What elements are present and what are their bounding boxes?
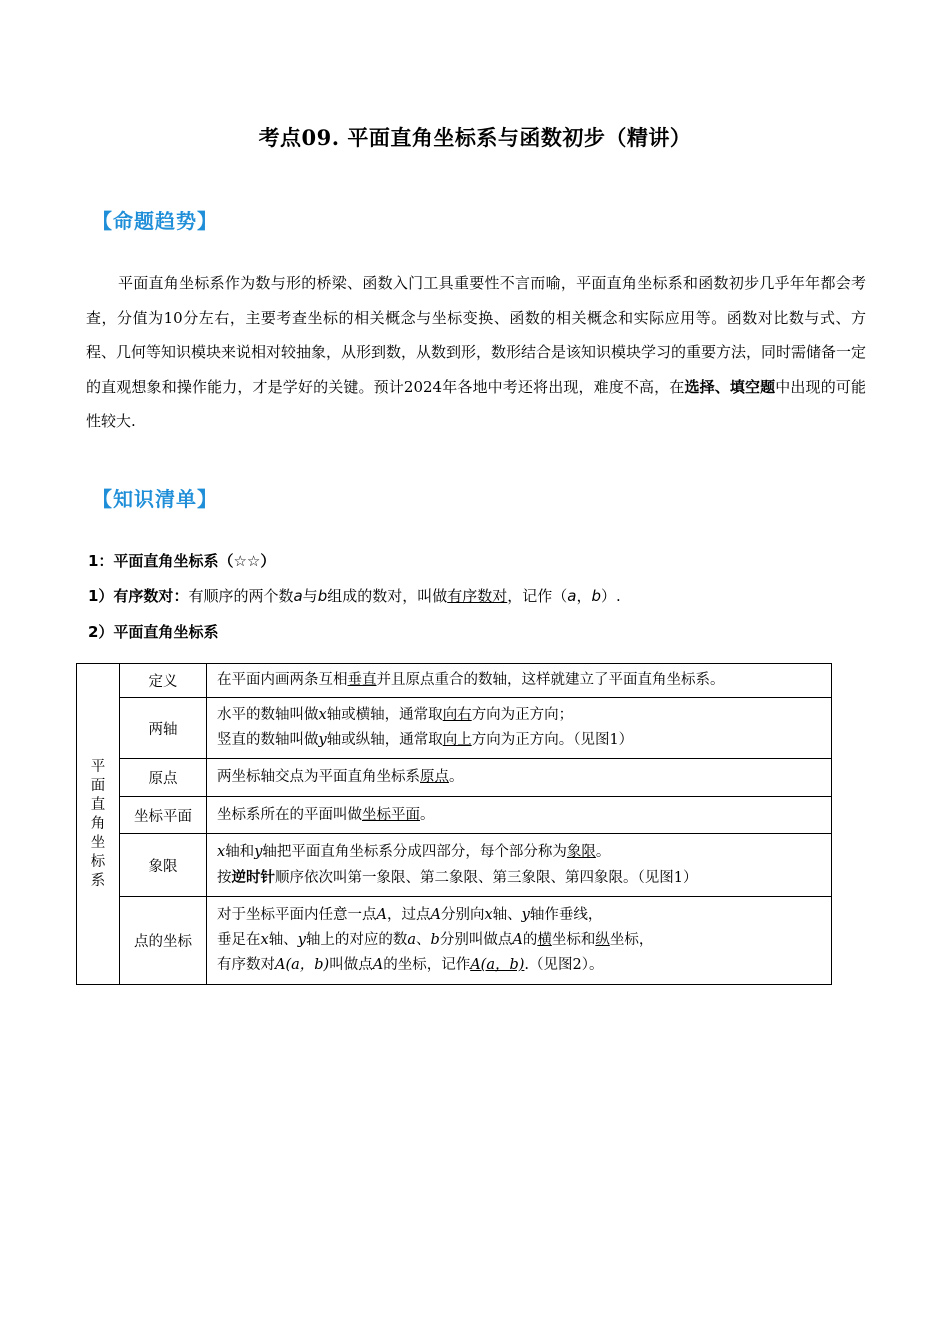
side-char: 标	[90, 853, 106, 870]
table-row	[77, 897, 832, 985]
row-value-definition	[207, 664, 832, 698]
underlined-term: 横	[537, 932, 552, 948]
row-key-quadrant: 象限	[120, 834, 207, 897]
var-x: x	[217, 843, 226, 860]
table-row	[77, 797, 832, 834]
text: 方向为正方向；	[471, 707, 574, 723]
underlined-term: 向右	[442, 707, 472, 723]
var-a: a	[407, 932, 417, 948]
text: 竖直的数轴叫做	[217, 732, 319, 748]
bold-term: 逆时针	[231, 868, 275, 886]
text: 的坐标，记作	[383, 957, 471, 973]
row-key-definition: 定义	[120, 664, 207, 698]
row-key-plane: 坐标平面	[120, 797, 207, 834]
text: 坐标，	[609, 932, 654, 948]
text: 组成的数对，叫做	[327, 587, 448, 605]
text: ，过点	[386, 907, 431, 923]
coordinate-notation: A(a，b)	[275, 957, 330, 973]
var-x: x	[484, 907, 493, 923]
text: 两坐标轴交点为平面直角坐标系	[217, 769, 420, 785]
var-y: y	[297, 932, 306, 948]
var-y: y	[318, 732, 327, 748]
text: 轴把平面直角坐标系分成四部分，每个部分称为	[262, 843, 567, 860]
text: 轴或横轴，通常取	[326, 707, 443, 723]
text: ，记作（	[507, 587, 568, 605]
text: ）.	[601, 587, 621, 605]
ordered-pair-term: 有序数对	[447, 587, 508, 605]
text: 、	[416, 932, 431, 948]
text: 轴和	[225, 843, 255, 860]
trend-text-2: 中出现的可能性较大.	[86, 377, 866, 430]
table-row	[77, 698, 832, 759]
text: 有顺序的两个数	[188, 587, 294, 605]
var-A: A	[512, 932, 523, 948]
side-char: 直	[90, 796, 106, 813]
underlined-term: 象限	[566, 843, 596, 860]
var-b: b	[317, 587, 328, 605]
knowledge-item-1-text: 1：平面直角坐标系（☆☆）	[88, 552, 276, 570]
knowledge-table	[76, 663, 832, 985]
text: ，	[576, 587, 592, 605]
side-char: 坐	[90, 834, 106, 851]
text: 水平的数轴叫做	[217, 707, 319, 723]
side-char: 系	[90, 872, 106, 889]
trend-text-1: 平面直角坐标系作为数与形的桥梁、函数入门工具重要性不言而喻，平面直角坐标系和函数初步几乎年年都会考查，分值为10分左右，主要考查坐标的相关概念与坐标变换、函数的相关概念和实际应用等。函数对比数与式、方程、几何等知识模块来说相对较抽象，从形到数，从数到形，数形结合是该知识模块学习的重要方法，同时需储备一定的直观想象和操作能力，才是学好的关键。预计2024年各地中考还将出现，难度不高，在	[86, 274, 867, 396]
text: 有序数对	[217, 957, 275, 973]
underlined-term: 原点	[420, 769, 449, 785]
row-value-axes	[207, 698, 832, 759]
text: 的	[522, 932, 538, 948]
row-value-plane	[207, 797, 832, 834]
text: 坐标和	[551, 932, 596, 948]
row-key-axes: 两轴	[120, 698, 207, 759]
text: 分别叫做点	[439, 932, 513, 948]
knowledge-item-3	[88, 621, 218, 642]
var-A: A	[376, 907, 387, 923]
table-row	[77, 834, 832, 897]
text: 轴、	[492, 907, 522, 923]
section-heading-knowledge: 【知识清单】	[92, 487, 218, 511]
text: 与	[302, 587, 318, 605]
var-b: b	[430, 932, 440, 948]
text: 顺序依次叫第一象限、第二象限、第三象限、第四象限。（见图1）	[275, 869, 698, 886]
var-a: a	[567, 587, 577, 605]
text: 分别向	[440, 907, 485, 923]
text: 轴、	[268, 932, 298, 948]
text: 。	[595, 843, 611, 860]
side-char: 面	[90, 777, 106, 794]
table-side-label	[77, 664, 120, 985]
underlined-term: 坐标平面	[362, 806, 420, 823]
row-key-origin: 原点	[120, 759, 207, 797]
coordinate-notation-underlined: A(a，b)	[470, 957, 525, 973]
var-x: x	[260, 932, 269, 948]
page-title: 考点09. 平面直角坐标系与函数初步（精讲）	[258, 125, 692, 150]
text: 。	[449, 769, 464, 785]
text: 垂足在	[217, 932, 261, 948]
var-A: A	[430, 907, 441, 923]
trend-paragraph	[86, 266, 866, 439]
var-x: x	[318, 707, 327, 723]
underlined-term: 纵	[595, 932, 610, 948]
row-value-quadrant	[207, 834, 832, 897]
text: 叫做点	[329, 957, 373, 973]
text: 按	[217, 869, 232, 886]
knowledge-item-3-text: 2）平面直角坐标系	[88, 623, 219, 641]
var-a: a	[293, 587, 303, 605]
row-value-origin	[207, 759, 832, 797]
var-b: b	[591, 587, 602, 605]
text: .（见图2）。	[524, 957, 604, 973]
knowledge-item-2	[88, 585, 621, 606]
text: 方向为正方向。（见图1）	[471, 732, 634, 748]
text: 在平面内画两条互相	[217, 672, 348, 688]
text: 坐标系所在的平面叫做	[217, 806, 362, 823]
underlined-term: 垂直	[347, 672, 377, 688]
side-char: 角	[90, 815, 106, 832]
text: 对于坐标平面内任意一点	[217, 907, 377, 923]
row-key-coordinates: 点的坐标	[120, 897, 207, 985]
table-row	[77, 759, 832, 797]
trend-text-bold: 选择、填空题	[684, 377, 776, 396]
var-y: y	[254, 843, 263, 860]
section-heading-trend: 【命题趋势】	[92, 209, 218, 233]
ordered-pair-label: 1）有序数对：	[88, 587, 189, 605]
text: 轴上的对应的数	[305, 932, 408, 948]
text: 轴或纵轴，通常取	[326, 732, 443, 748]
text: 。	[420, 806, 435, 823]
knowledge-item-1	[88, 550, 275, 571]
side-char: 平	[90, 758, 106, 775]
underlined-term: 向上	[442, 732, 472, 748]
table-row	[77, 664, 832, 698]
var-A: A	[372, 957, 384, 973]
row-value-coordinates	[207, 897, 832, 985]
text: 并且原点重合的数轴，这样就建立了平面直角坐标系。	[376, 672, 725, 688]
text: 轴作垂线，	[529, 907, 603, 923]
var-y: y	[521, 907, 530, 923]
